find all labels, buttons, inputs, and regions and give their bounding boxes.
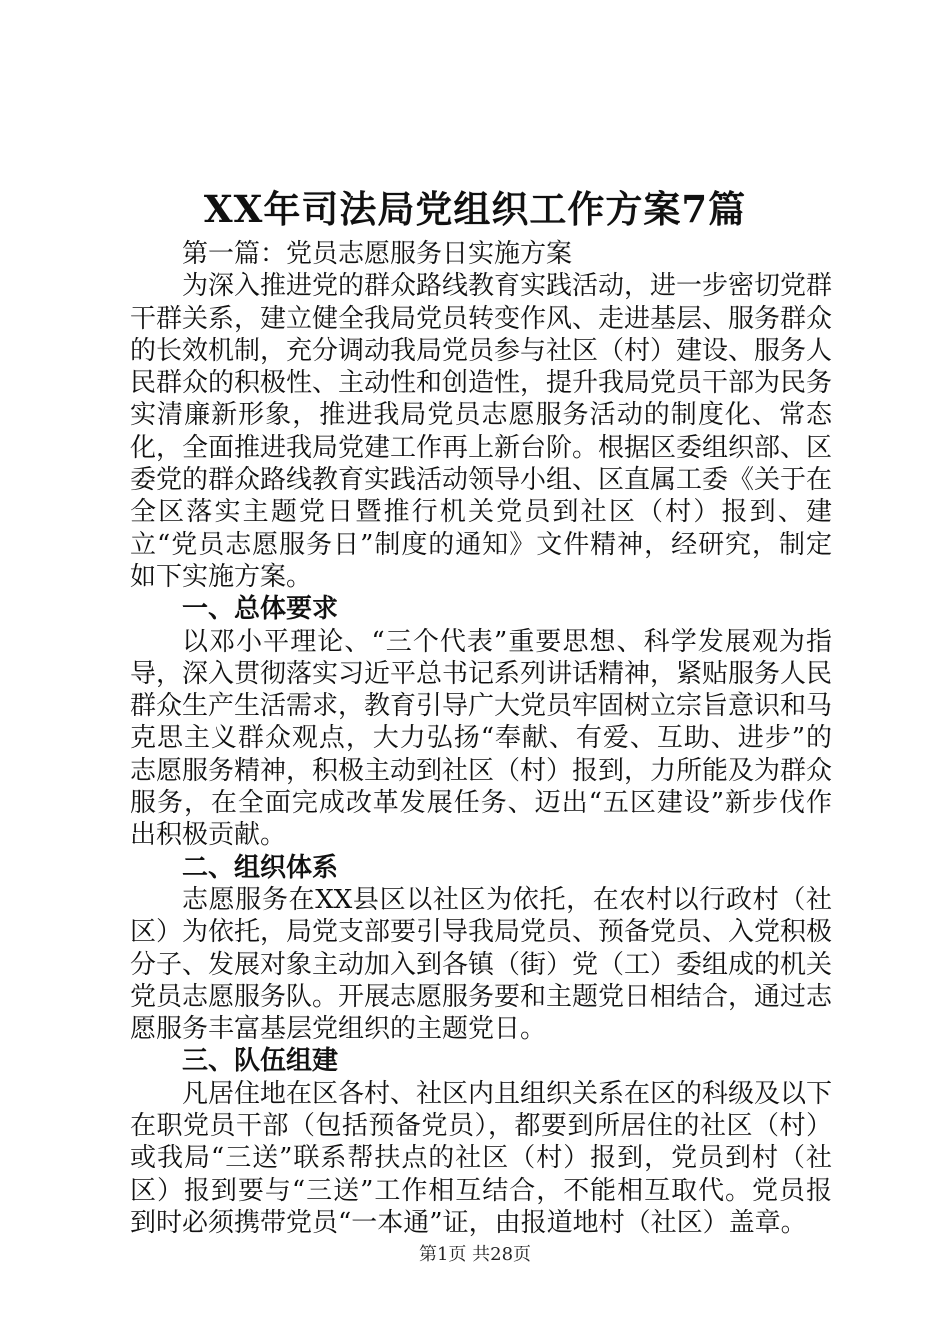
section-text-team-building: 凡居住地在区各村、社区内且组织关系在区的科级及以下在职党员干部（包括预备党员），都要到所居住的社区（村）或我局“三送”联系帮扶点的社区（村）报到，党员到村（社区）报到要与“三送”工作相互结合，不能相互取代。党员报到时必须携带党员“一本通”证，由报道地村（社区）盖章。 <box>130 1078 833 1238</box>
document-body <box>130 238 832 1239</box>
section-text-general-requirements: 以邓小平理论、“三个代表”重要思想、科学发展观为指导，深入贯彻落实习近平总书记系列讲话精神，紧贴服务人民群众生产生活需求，教育引导广大党员牢固树立宗旨意识和马克思主义群众观点，大力弘扬“奉献、有爱、互助、进步”的志愿服务精神，积极主动到社区（村）报到，力所能及为群众服务，在全面完成改革发展任务、迈出“五区建设”新步伐作出积极贡献。 <box>130 626 833 851</box>
chapter-heading: 第一篇：党员志愿服务日实施方案 <box>182 239 573 269</box>
section-text-organization-system: 志愿服务在XX县区以社区为依托，在农村以行政村（社区）为依托，局党支部要引导我局党员、预备党员、入党积极分子、发展对象主动加入到各镇（街）党（工）委组成的机关党员志愿服务队。开展志愿服务要和主题党日相结合，通过志愿服务丰富基层党组织的主题党日。 <box>130 884 833 1045</box>
section-heading-organization-system: 二、组织体系 <box>182 852 339 883</box>
document-title: XX年司法局党组织工作方案7篇 <box>203 187 747 231</box>
intro-paragraph: 为深入推进党的群众路线教育实践活动，进一步密切党群干群关系，建立健全我局党员转变作风、走进基层、服务群众的长效机制，充分调动我局党员参与社区（村）建设、服务人民群众的积极性、主动性和创造性，提升我局党员干部为民务实清廉新形象，推进我局党员志愿服务活动的制度化、常态化，全面推进我局党建工作再上新台阶。根据区委组织部、区委党的群众路线教育实践活动领导小组、区直属工委《关于在全区落实主题党日暨推行机关党员到社区（村）报到、建立“党员志愿服务日”制度的通知》文件精神，经研究，制定如下实施方案。 <box>130 271 833 592</box>
section-heading-team-building: 三、队伍组建 <box>182 1046 339 1077</box>
page-footer: 第1页 共28页 <box>418 1244 532 1265</box>
section-heading-general-requirements: 一、总体要求 <box>182 594 339 625</box>
